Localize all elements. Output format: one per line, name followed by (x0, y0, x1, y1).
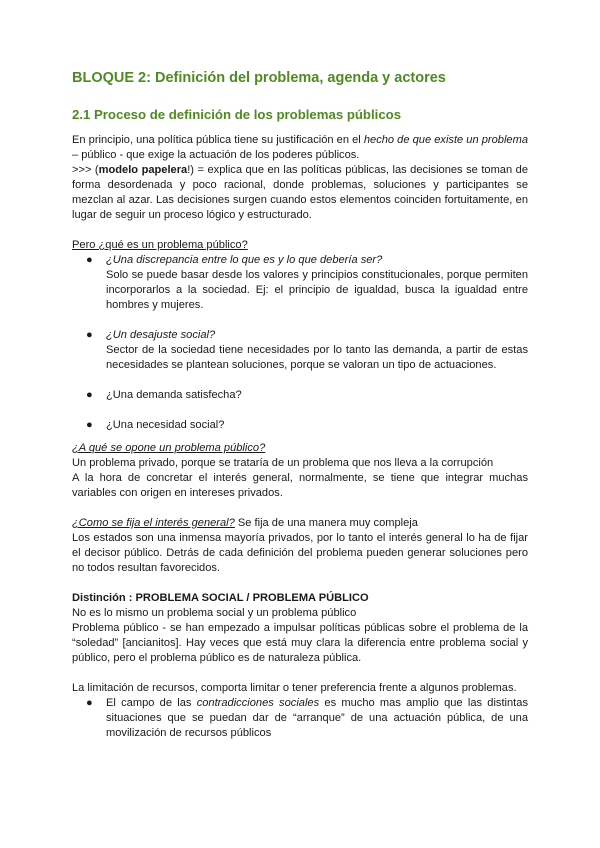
model-paragraph (72, 163, 528, 223)
opposite-line-1: Un problema privado, porque se trataría de un problema que nos lleva a la corrupción (72, 457, 494, 469)
model-bold: modelo papelera (98, 164, 188, 176)
list-item-question: ¿Una discrepancia entre lo que es y lo que debería ser? (106, 254, 383, 266)
list-item (86, 253, 528, 313)
question-heading-3: ¿Como se fija el interés general? (72, 517, 235, 529)
list-item (86, 418, 528, 433)
opposite-line-2: A la hora de concretar el interés general, normalmente, se tiene que integrar muchas variables con origen en intereses privados. (72, 472, 528, 499)
question-list (72, 253, 528, 433)
distinction-list (72, 696, 528, 741)
bullet-text-a: El campo de las (106, 697, 197, 709)
distinction-line-3: La limitación de recursos, comporta limitar o tener preferencia frente a algunos problemas. (72, 682, 517, 694)
bullet-icon: ● (86, 254, 93, 266)
distinction-heading: Distinción : PROBLEMA SOCIAL / PROBLEMA PÚBLICO (72, 592, 369, 604)
list-item-question: ¿Un desajuste social? (106, 329, 216, 341)
bullet-text-italic: contradicciones sociales (196, 697, 320, 709)
distinction-line-1: No es lo mismo un problema social y un problema público (72, 607, 357, 619)
document-title: BLOQUE 2: Definición del problema, agenda y actores (72, 70, 446, 86)
question-heading-3-rest: Se fija de una manera muy compleja (234, 517, 418, 529)
bullet-icon: ● (86, 419, 93, 431)
question-heading-1: Pero ¿qué es un problema público? (72, 239, 248, 251)
bullet-icon: ● (86, 389, 93, 401)
model-prefix: >>> ( (72, 164, 99, 176)
list-item-question: ¿Una necesidad social? (106, 419, 225, 431)
list-item-text: Sector de la sociedad tiene necesidades por lo tanto las demanda, a partir de estas necesidades se plantean soluciones, porque se valoran un tipo de actuaciones. (106, 344, 528, 371)
section-heading: 2.1 Proceso de definición de los problemas públicos (72, 107, 402, 122)
bullet-text-b: es mucho mas amplio que las distintas situaciones que se puedan dar de “arranque” de una actuación pública, de una movilización de recursos públicos (106, 697, 528, 739)
model-text: !) = explica que en las políticas públicas, las decisiones se toman de forma desordenada y poco racional, donde problemas, soluciones y participantes se mezclan al azar. Las decisiones surgen cuando estos elementos coinciden fortuitamente, en lugar de seguir un proceso lógico y estructurado. (72, 164, 528, 221)
list-item (86, 328, 528, 373)
list-item-text: Solo se puede basar desde los valores y principios constitucionales, porque permiten incorporarlos a la sociedad. Ej: el principio de igualdad, busca la igualdad entre hombres y mujeres. (106, 269, 528, 311)
list-item (86, 388, 528, 403)
interest-paragraph: Los estados son una inmensa mayoría privados, por lo tanto el interés general lo ha de fijar el decisor público. Detrás de cada definición del problema pueden generar soluciones pero no todos resultan favorecidos. (72, 532, 528, 574)
distinction-bullet-text (106, 696, 528, 741)
distinction-line-2: Problema público - se han empezado a impulsar políticas públicas sobre el problema de la “soledad” [ancianitos]. Hay veces que está muy clara la diferencia entre problema social y público, pero el problema público es de naturaleza pública. (72, 622, 528, 664)
interest-heading-line (72, 516, 528, 531)
question-heading-2: ¿A qué se opone un problema público? (72, 442, 266, 454)
list-item-question: ¿Una demanda satisfecha? (106, 389, 242, 401)
bullet-icon: ● (86, 697, 93, 709)
intro-paragraph (72, 133, 528, 163)
intro-text: En principio, una política pública tiene su justificación en el (72, 134, 364, 146)
bullet-icon: ● (86, 329, 93, 341)
list-item (86, 696, 528, 741)
intro-italic: hecho de que existe un problema (363, 134, 528, 146)
intro-text-end: – público - que exige la actuación de los poderes públicos. (72, 149, 360, 161)
